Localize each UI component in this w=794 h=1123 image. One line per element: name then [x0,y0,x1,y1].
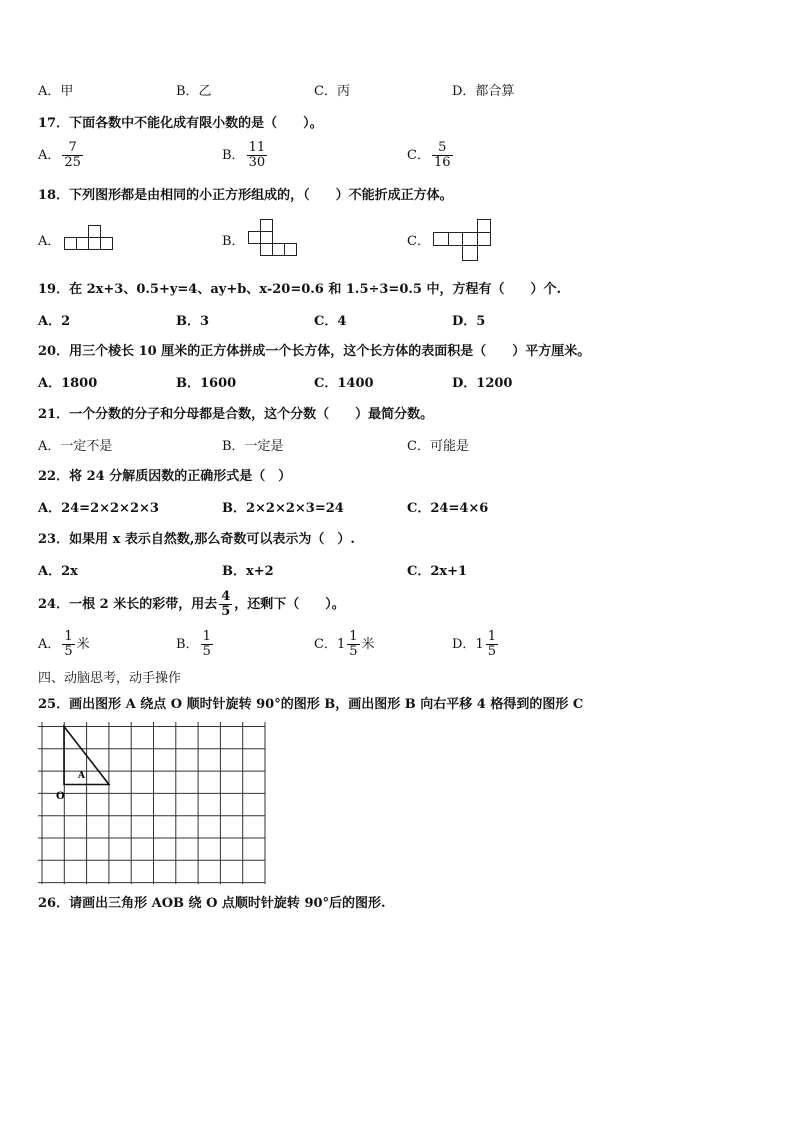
net-square [89,226,101,238]
q17-b-label: B． [222,148,245,163]
q20-option-b[interactable]: B．1600 [176,376,237,391]
q24-d-whole: 1 [475,636,484,652]
q18-a-label[interactable]: A． [38,234,61,249]
q18-stem: 18．下列图形都是由相同的小正方形组成的，（ ）不能折成正方体。 [38,188,453,203]
point-label-o: O [56,791,65,802]
q20-option-c[interactable]: C．1400 [314,376,374,391]
net-square [434,233,449,246]
q24-a-fraction [62,630,74,659]
q17-stem: 17．下面各数中不能化成有限小数的是（ ）。 [38,116,323,131]
q24-stem-pre: 24．一根 2 米长的彩带，用去 [38,597,218,612]
q24-a-label: A． [38,636,61,652]
q17-a-label: A． [38,148,61,163]
q24-d-label: D． [452,636,476,652]
q18-net-c[interactable] [433,218,493,264]
q24-c-whole: 1 [336,636,346,652]
q19-option-d[interactable]: D．5 [452,314,486,329]
net-square [449,233,463,246]
q24-b-label: B． [176,636,199,652]
numerator: 1 [349,629,358,644]
q24-b-fraction [201,630,213,659]
denominator: 25 [64,155,81,170]
net-square [463,246,478,261]
net-square [478,233,491,246]
q24-a-unit: 米 [76,636,90,652]
q20-option-a[interactable]: A．1800 [38,376,98,391]
q17-b-fraction [247,141,268,170]
net-square [261,232,273,244]
q22-option-a[interactable]: A．24=2×2×2×3 [38,501,159,516]
q24-option-c[interactable] [314,630,375,659]
q26-stem: 26．请画出三角形 AOB 绕 O 点顺时针旋转 90°后的图形. [38,896,386,911]
q18-net-a[interactable] [64,224,118,252]
q17-a-fraction [62,141,83,170]
q24-d-fraction [486,630,498,659]
q23-stem: 23．如果用 x 表示自然数,那么奇数可以表示为（ ）. [38,532,355,547]
q20-stem: 20．用三个棱长 10 厘米的正方体拼成一个长方体，这个长方体的表面积是（ ）平方厘米。 [38,344,591,359]
q17-option-c[interactable] [407,141,455,170]
q21-option-c[interactable]: C．可能是 [407,439,469,454]
q24-option-a[interactable] [38,630,90,659]
q19-option-a[interactable]: A．2 [38,314,71,329]
q24-option-d[interactable] [452,630,500,659]
q24-option-b[interactable] [176,630,215,659]
net-square [285,244,297,256]
q17-option-b[interactable] [222,141,269,170]
denominator: 16 [433,155,451,170]
net-square [478,220,491,233]
q19-option-b[interactable]: B．3 [176,314,210,329]
numerator: 1 [487,629,496,644]
q25-stem: 25．画出图形 A 绕点 O 顺时针旋转 90°的图形 B，画出图形 B 向右平移 4 格得到的图形 C [38,697,584,712]
q18-b-label[interactable]: B． [222,234,245,249]
net-square [273,244,285,256]
net-square [463,233,478,246]
net-square [261,244,273,256]
q22-stem: 22．将 24 分解质因数的正确形式是（ ） [38,469,292,484]
net-square [89,238,101,250]
denominator: 5 [349,644,358,659]
q24-c-label: C． [314,636,337,652]
q16-option-a[interactable]: A．甲 [38,84,74,99]
q23-option-a[interactable]: A．2x [38,564,78,579]
net-square [261,220,273,232]
q21-option-a[interactable]: A．一定不是 [38,439,113,454]
q18-net-b[interactable] [248,218,302,258]
numerator: 1 [64,629,73,644]
numerator: 5 [438,140,447,155]
q16-option-d[interactable]: D．都合算 [452,84,515,99]
q16-option-b[interactable]: B．乙 [176,84,212,99]
net-square [77,238,89,250]
q25-grid[interactable] [38,722,270,884]
q19-option-c[interactable]: C．4 [314,314,347,329]
denominator: 5 [487,644,496,659]
numerator: 7 [68,140,77,155]
denominator: 5 [202,644,211,659]
q21-stem: 21．一个分数的分子和分母都是合数，这个分数（ ）最简分数。 [38,407,434,422]
net-square [101,238,113,250]
q16-option-c[interactable]: C．丙 [314,84,350,99]
q21-option-b[interactable]: B．一定是 [222,439,284,454]
net-square [65,238,77,250]
q24-stem-post: ，还剩下（ ）。 [234,597,345,612]
numerator: 1 [202,629,211,644]
q22-option-b[interactable]: B．2×2×2×3=24 [222,501,344,516]
denominator: 30 [248,155,266,170]
q17-c-fraction [432,141,453,170]
denominator: 5 [64,644,73,659]
q18-c-label[interactable]: C． [407,234,430,249]
shape-label-a: A [78,771,85,781]
q22-option-c[interactable]: C．24=4×6 [407,501,489,516]
q19-stem: 19．在 2x+3、0.5+y=4、ay+b、x-20=0.6 和 1.5÷3=0.5 中，方程有（ ）个. [38,282,561,297]
q20-option-d[interactable]: D．1200 [452,376,513,391]
numerator: 4 [221,589,231,604]
q24-c-unit: 米 [361,636,375,652]
section-heading: 四、动脑思考，动手操作 [38,671,182,686]
denominator: 5 [221,604,231,619]
numerator: 11 [248,140,266,155]
q24-stem [38,590,345,620]
q24-stem-fraction [219,590,232,619]
q23-option-c[interactable]: C．2x+1 [407,564,468,579]
q23-option-b[interactable]: B．x+2 [222,564,274,579]
grid-lines [38,722,265,884]
q24-c-fraction [347,630,359,659]
net-square [249,232,261,244]
q17-option-a[interactable] [38,141,85,170]
q17-c-label: C． [407,148,430,163]
